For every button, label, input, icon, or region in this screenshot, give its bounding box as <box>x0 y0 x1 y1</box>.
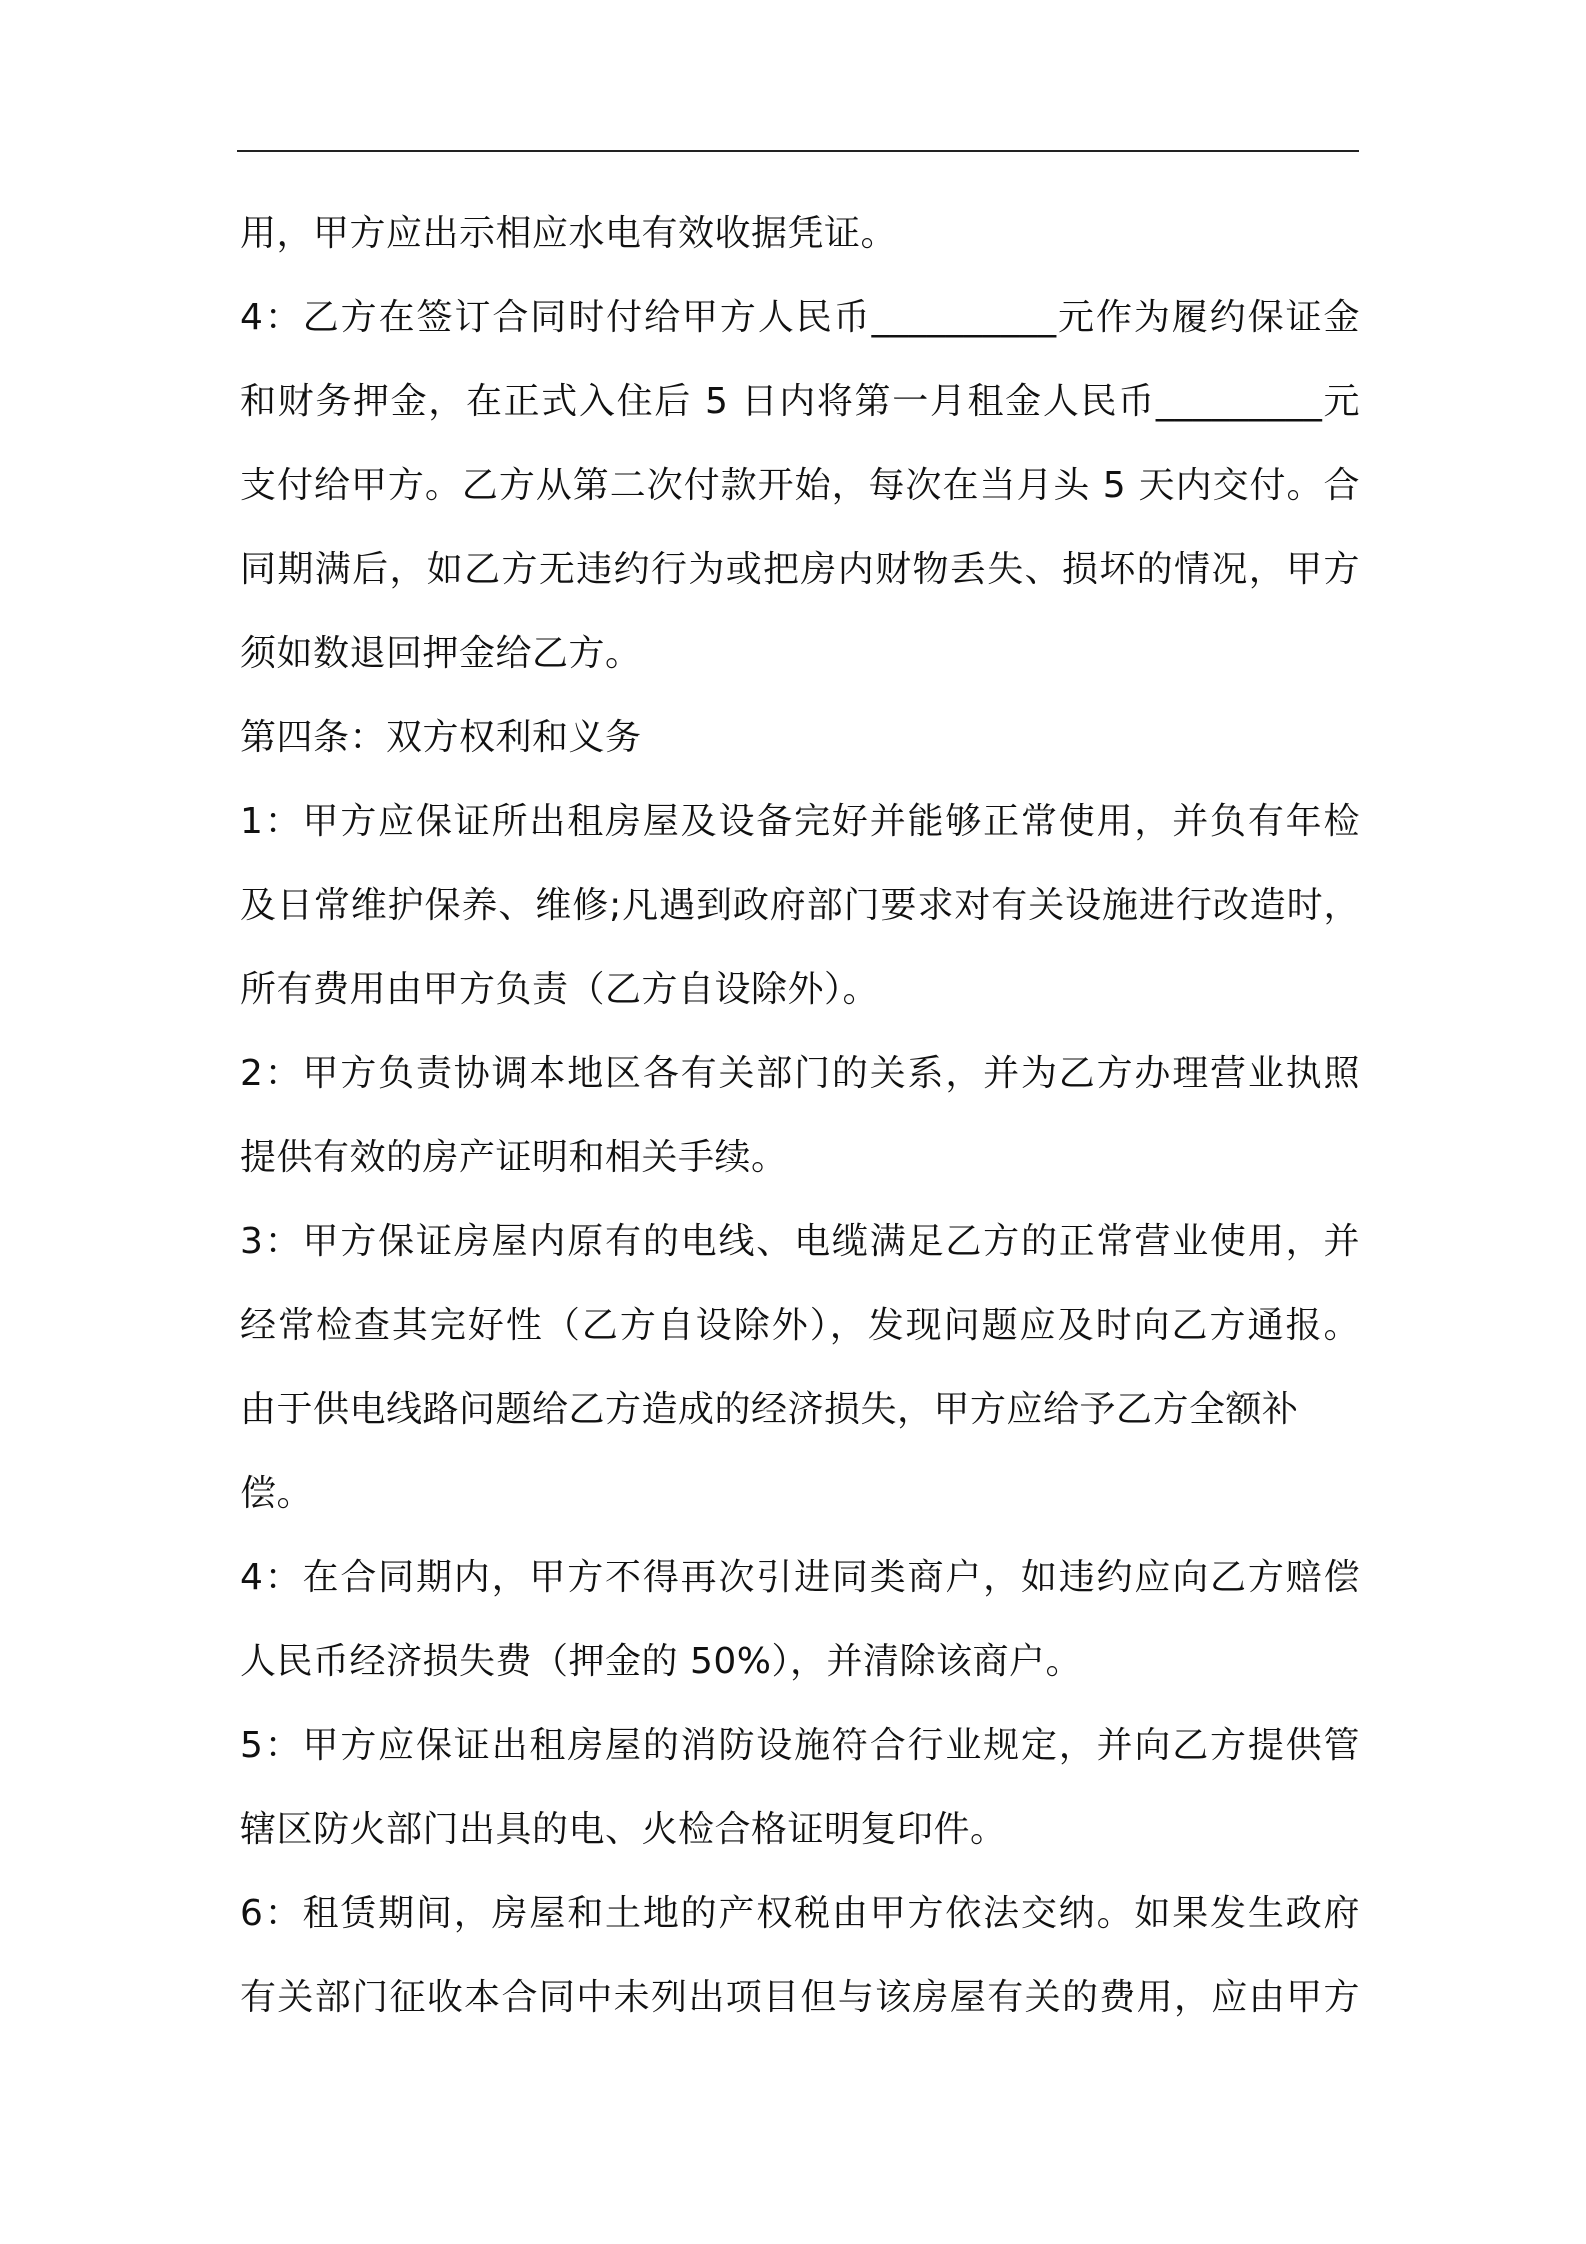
text-line: 人民币经济损失费（押金的 50%），并清除该商户。 <box>240 1641 1082 1682</box>
header-rule <box>237 150 1359 152</box>
contract-body-text <box>240 192 1360 2040</box>
text-line: 偿。 <box>240 1473 314 1514</box>
text-line: 用，甲方应出示相应水电有效收据凭证。 <box>240 213 898 254</box>
text-line: 5：甲方应保证出租房屋的消防设施符合行业规定，并向乙方提供管 <box>240 1725 1360 1766</box>
text-line: 同期满后，如乙方无违约行为或把房内财物丢失、损坏的情况，甲方 <box>240 549 1360 590</box>
text-line: 由于供电线路问题给乙方造成的经济损失，甲方应给予乙方全额补 <box>240 1389 1299 1430</box>
text-line: 4：乙方在签订合同时付给甲方人民币__________元作为履约保证金 <box>240 297 1360 338</box>
text-line: 支付给甲方。乙方从第二次付款开始，每次在当月头 5 天内交付。合 <box>240 465 1360 506</box>
text-line: 6：租赁期间，房屋和土地的产权税由甲方依法交纳。如果发生政府 <box>240 1893 1360 1934</box>
text-line: 1：甲方应保证所出租房屋及设备完好并能够正常使用，并负有年检 <box>240 801 1360 842</box>
text-line: 有关部门征收本合同中未列出项目但与该房屋有关的费用，应由甲方 <box>240 1977 1360 2018</box>
text-line: 3：甲方保证房屋内原有的电线、电缆满足乙方的正常营业使用，并 <box>240 1221 1360 1262</box>
text-line: 和财务押金，在正式入住后 5 日内将第一月租金人民币_________元 <box>240 381 1360 422</box>
text-line: 4：在合同期内，甲方不得再次引进同类商户，如违约应向乙方赔偿 <box>240 1557 1360 1598</box>
text-line: 所有费用由甲方负责（乙方自设除外）。 <box>240 969 880 1010</box>
text-line: 2：甲方负责协调本地区各有关部门的关系，并为乙方办理营业执照 <box>240 1053 1360 1094</box>
text-line: 经常检查其完好性（乙方自设除外），发现问题应及时向乙方通报。 <box>240 1305 1360 1346</box>
text-line: 提供有效的房产证明和相关手续。 <box>240 1137 788 1178</box>
text-line: 须如数退回押金给乙方。 <box>240 633 642 674</box>
text-line: 辖区防火部门出具的电、火检合格证明复印件。 <box>240 1809 1007 1850</box>
text-line: 第四条：双方权利和义务 <box>240 717 642 758</box>
text-line: 及日常维护保养、维修;凡遇到政府部门要求对有关设施进行改造时， <box>240 885 1360 926</box>
